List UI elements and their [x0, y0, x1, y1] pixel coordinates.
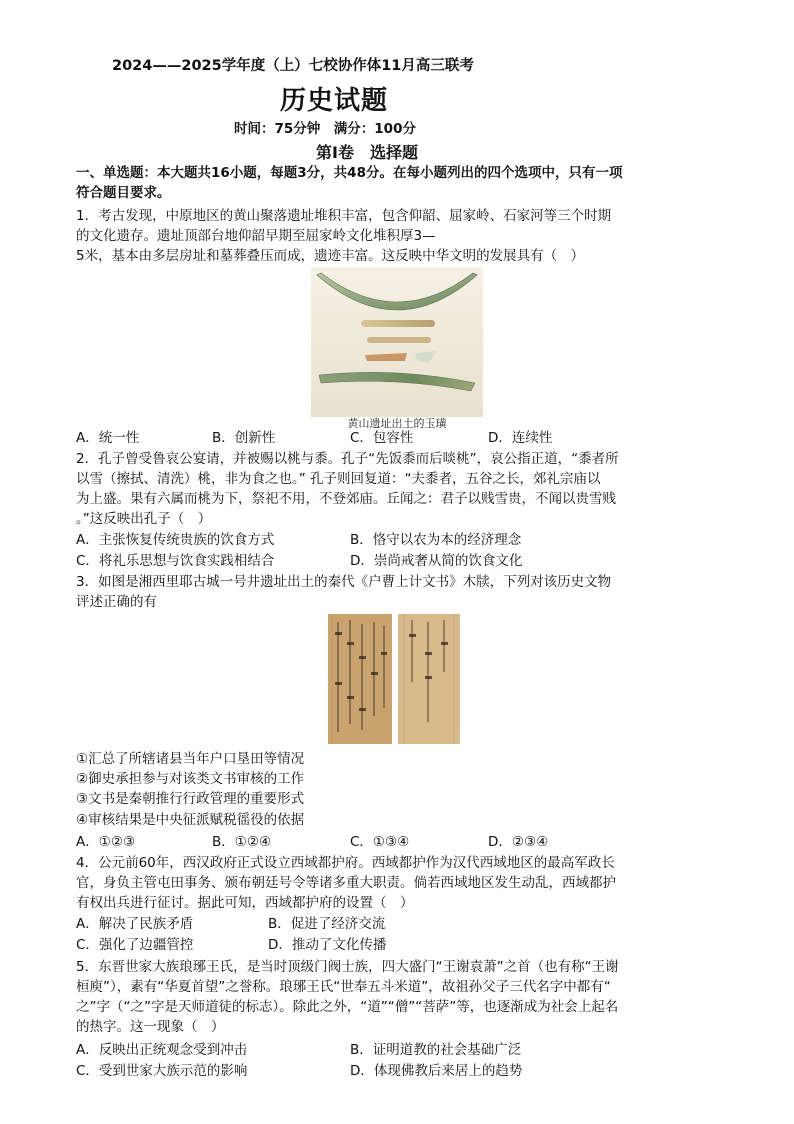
q2-option-a: A．主张恢复传统贵族的饮食方式	[76, 532, 275, 548]
q2-option-b: B．恪守以农为本的经济理念	[350, 532, 522, 548]
q3-option-a: A．①②③	[76, 834, 136, 850]
exam-title: 2024——2025学年度（上）七校协作体11月高三联考	[112, 58, 474, 74]
q2-option-c: C．将礼乐思想与饮食实践相结合	[76, 553, 275, 569]
q5-text-line-1: 5．东晋世家大族琅琊王氏，是当时顶级门阀士族，四大盛门“王谢袁萧”之首（也有称“王谢	[76, 959, 619, 975]
q3-statement-3: ③文书是秦朝推行行政管理的重要形式	[76, 791, 305, 807]
q1-option-d: D．连续性	[488, 430, 553, 446]
q4-option-d: D．推动了文化传播	[268, 937, 387, 953]
q5-option-b: B．证明道教的社会基础广泛	[350, 1042, 522, 1058]
q5-text-line-3: 之”字（“之”字是天师道徒的标志）。除此之外，“道”“僧”“菩萨”等，也逐渐成为社会上起名	[76, 999, 619, 1015]
section-instruction-line-2: 符合题目要求。	[76, 185, 171, 201]
q3-option-c: C．①③④	[350, 834, 410, 850]
q4-text-line-2: 官，身负主管屯田事务、颁布朝廷号令等诸多重大职责。倘若西域地区发生动乱，西域都护	[76, 875, 616, 891]
q2-text-line-4: 。”这反映出孔子（ ）	[76, 511, 212, 527]
exam-time-score: 时间：75分钟 满分：100分	[234, 121, 416, 137]
q5-text-line-4: 的热字。这一现象（ ）	[76, 1019, 225, 1035]
q5-text-line-2: 桓庾”），素有“华夏首望”之誉称。琅琊王氏“世奉五斗米道”，故祖孙父子三代名字中都有“	[76, 979, 611, 995]
q3-statement-4: ④审核结果是中央征派赋税徭役的依据	[76, 812, 305, 828]
q4-option-a: A．解决了民族矛盾	[76, 916, 194, 932]
wooden-slips-image	[326, 612, 462, 746]
jade-huang-figure	[311, 267, 483, 432]
q4-text-line-1: 4．公元前60年，西汉政府正式设立西域都护府。西域都护作为汉代西域地区的最高军政长	[76, 855, 615, 871]
q3-option-d: D．②③④	[488, 834, 549, 850]
q3-option-b: B．①②④	[212, 834, 272, 850]
q5-option-c: C．受到世家大族示范的影响	[76, 1063, 248, 1079]
jade-huang-caption: 黄山遗址出土的玉璜	[347, 417, 447, 430]
qin-wooden-slips-figure	[326, 612, 462, 746]
q2-text-line-1: 2．孔子曾受鲁哀公宴请，并被赐以桃与黍。孔子“先饭黍而后啖桃”，哀公指正道，“黍者所	[76, 451, 619, 467]
q2-text-line-3: 为上盛。果有六属而桃为下，祭祀不用，不登郊庙。丘闻之：君子以贱雪贵，不闻以贵雪贱	[76, 491, 616, 507]
q3-text-line-2: 评述正确的有	[76, 594, 157, 610]
q1-text-line-1: 1．考古发现，中原地区的黄山聚落遗址堆积丰富，包含仰韶、屈家岭、石家河等三个时期	[76, 208, 612, 224]
q1-text-line-2: 的文化遗存。遗址顶部台地仰韶早期至屈家岭文化堆积厚3—	[76, 228, 436, 244]
q5-option-d: D．体现佛教后来居上的趋势	[350, 1063, 523, 1079]
jade-huang-image	[311, 267, 483, 432]
section-instruction-line-1: 一、单选题：本大题共16小题，每题3分，共48分。在每小题列出的四个选项中，只有一项	[76, 165, 623, 181]
q5-option-a: A．反映出正统观念受到冲击	[76, 1042, 248, 1058]
q1-option-b: B．创新性	[212, 430, 276, 446]
q1-text-line-3: 5米，基本由多层房址和墓葬叠压而成，遗迹丰富。这反映中华文明的发展具有（ ）	[76, 248, 585, 264]
q1-option-a: A．统一性	[76, 430, 140, 446]
q4-option-c: C．强化了边疆管控	[76, 937, 194, 953]
q4-text-line-3: 有权出兵进行征讨。据此可知，西域都护府的设置（ ）	[76, 895, 414, 911]
q3-statement-2: ②御史承担参与对该类文书审核的工作	[76, 771, 305, 787]
q3-statement-1: ①汇总了所辖诸县当年户口垦田等情况	[76, 751, 305, 767]
q1-option-c: C．包容性	[350, 430, 414, 446]
volume-title: 第Ⅰ卷 选择题	[316, 143, 418, 162]
subject-title: 历史试题	[280, 86, 389, 116]
q3-text-line-1: 3．如图是湘西里耶古城一号井遗址出土的秦代《户曹上计文书》木牍，下列对该历史文物	[76, 574, 612, 590]
q4-option-b: B．促进了经济交流	[268, 916, 386, 932]
q2-text-line-2: 以雪（擦拭、清洗）桃，非为食之也。” 孔子则回复道：“夫黍者，五谷之长，郊礼宗庙以	[76, 471, 601, 487]
q2-option-d: D．崇尚戒奢从简的饮食文化	[350, 553, 523, 569]
